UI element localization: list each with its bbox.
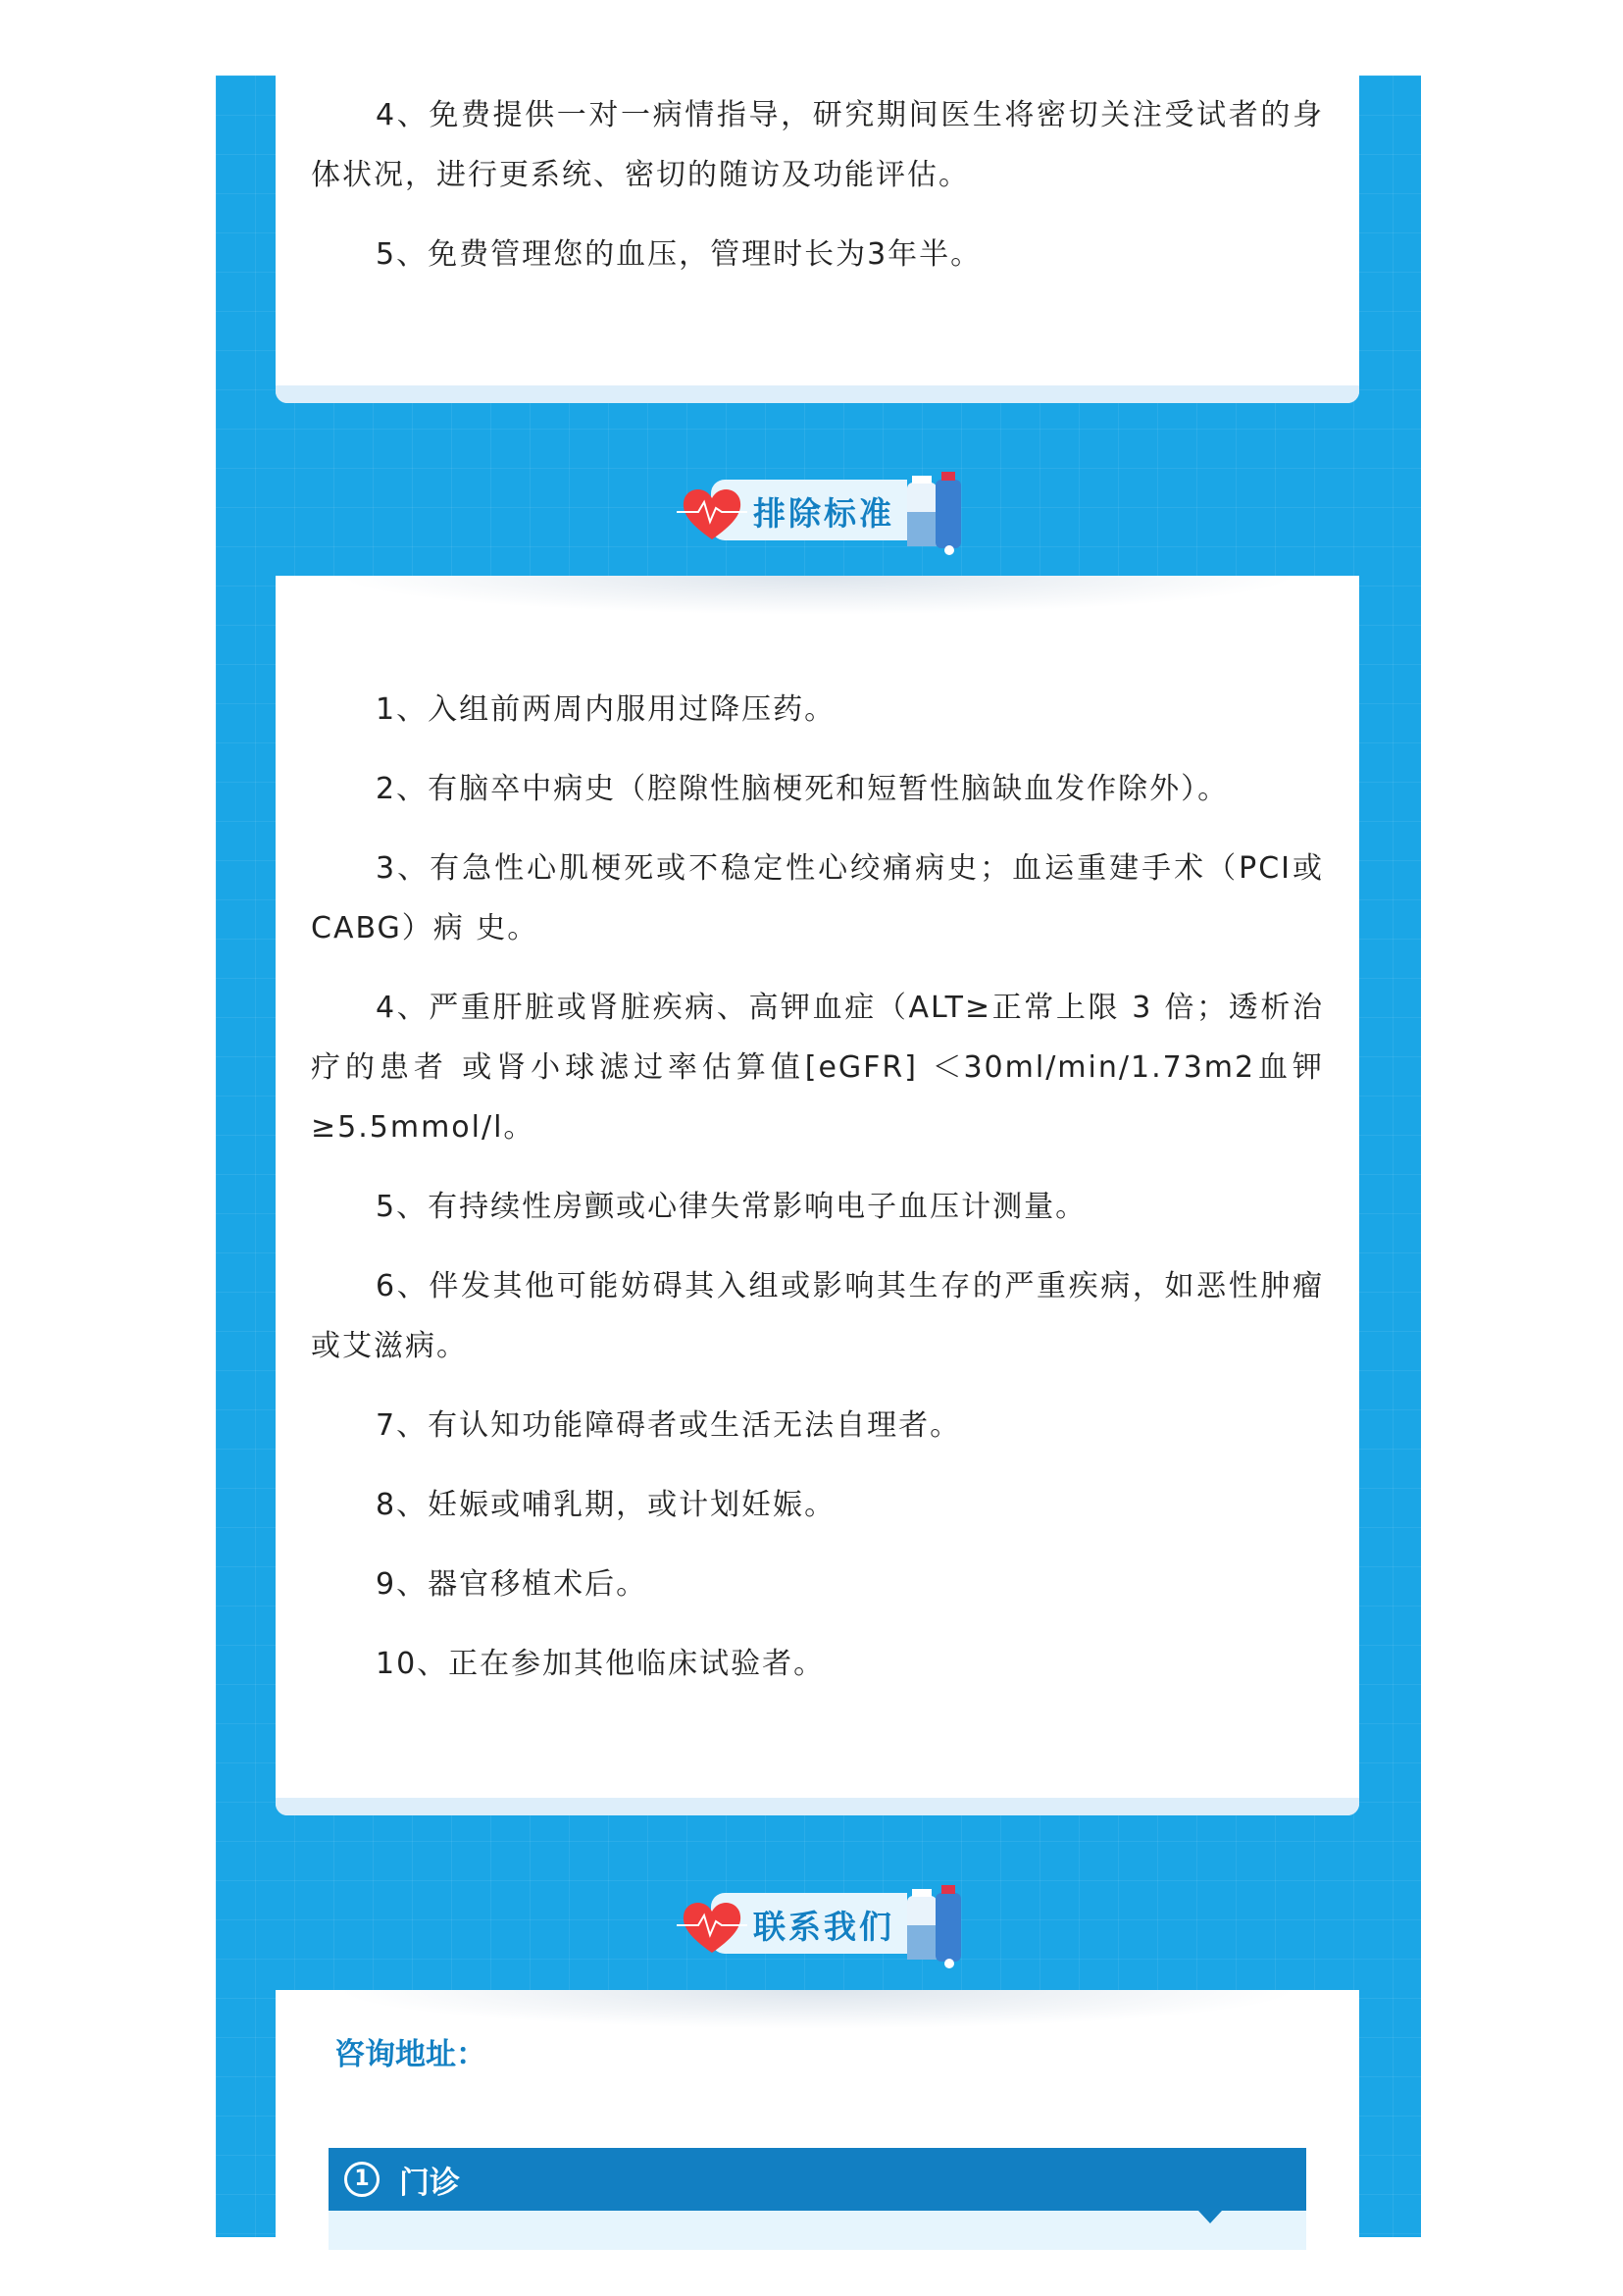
exclusion-item: 9、器官移植术后。 bbox=[376, 1567, 648, 1602]
benefit-item: 5、免费管理您的血压，管理时长为3年半。 bbox=[376, 237, 983, 272]
tab-content bbox=[329, 2211, 1306, 2250]
exclusion-item: 10、正在参加其他临床试验者。 bbox=[376, 1647, 826, 1681]
section-header-contact bbox=[667, 1866, 981, 1964]
address-label: 咨询地址： bbox=[334, 2037, 486, 2072]
number-badge: 1 bbox=[344, 2162, 380, 2197]
section-header-exclusion bbox=[667, 453, 981, 551]
exclusion-item: 7、有认知功能障碍者或生活无法自理者。 bbox=[376, 1408, 962, 1443]
section-title: 联系我们 bbox=[753, 1908, 894, 1946]
section-title: 排除标准 bbox=[753, 494, 894, 533]
tab-label: 门诊 bbox=[399, 2165, 460, 2201]
location-tab-outpatient[interactable] bbox=[329, 2148, 1306, 2211]
benefits-card bbox=[276, 76, 1359, 403]
contact-card bbox=[276, 1990, 1359, 2237]
exclusion-item: 6、伴发其他可能妨碍其入组或影响其生存的严重疾病，如恶性肿瘤或艾滋病。 bbox=[311, 1269, 1324, 1363]
card-footer bbox=[276, 385, 1359, 403]
exclusion-card bbox=[276, 576, 1359, 1815]
exclusion-item: 3、有急性心肌梗死或不稳定性心绞痛病史；血运重建手术（PCI或 CABG）病 史。 bbox=[311, 851, 1324, 945]
medicine-bottles-icon bbox=[902, 1881, 971, 1969]
benefit-item: 4、免费提供一对一病情指导，研究期间医生将密切关注受试者的身体状况，进行更系统、密切的随访及功能评估。 bbox=[311, 98, 1324, 192]
exclusion-item: 4、严重肝脏或肾脏疾病、高钾血症（ALT≥正常上限 3 倍；透析治疗的患者 或肾小球滤过率估算值[eGFR] ＜30ml/min/1.73m2血钾≥5.5mmol/l。 bbox=[311, 991, 1324, 1145]
exclusion-item: 8、妊娠或哺乳期，或计划妊娠。 bbox=[376, 1488, 837, 1522]
heart-pulse-icon bbox=[677, 483, 747, 541]
exclusion-item: 5、有持续性房颤或心律失常影响电子血压计测量。 bbox=[376, 1190, 1088, 1224]
card-footer bbox=[276, 1798, 1359, 1815]
exclusion-item: 1、入组前两周内服用过降压药。 bbox=[376, 692, 837, 727]
heart-pulse-icon bbox=[677, 1896, 747, 1955]
exclusion-item: 2、有脑卒中病史（腔隙性脑梗死和短暂性脑缺血发作除外）。 bbox=[376, 772, 1230, 806]
medicine-bottles-icon bbox=[902, 468, 971, 556]
caret-down-icon bbox=[1198, 2211, 1222, 2223]
card-shadow bbox=[334, 576, 1300, 615]
card-shadow bbox=[334, 1990, 1300, 2029]
